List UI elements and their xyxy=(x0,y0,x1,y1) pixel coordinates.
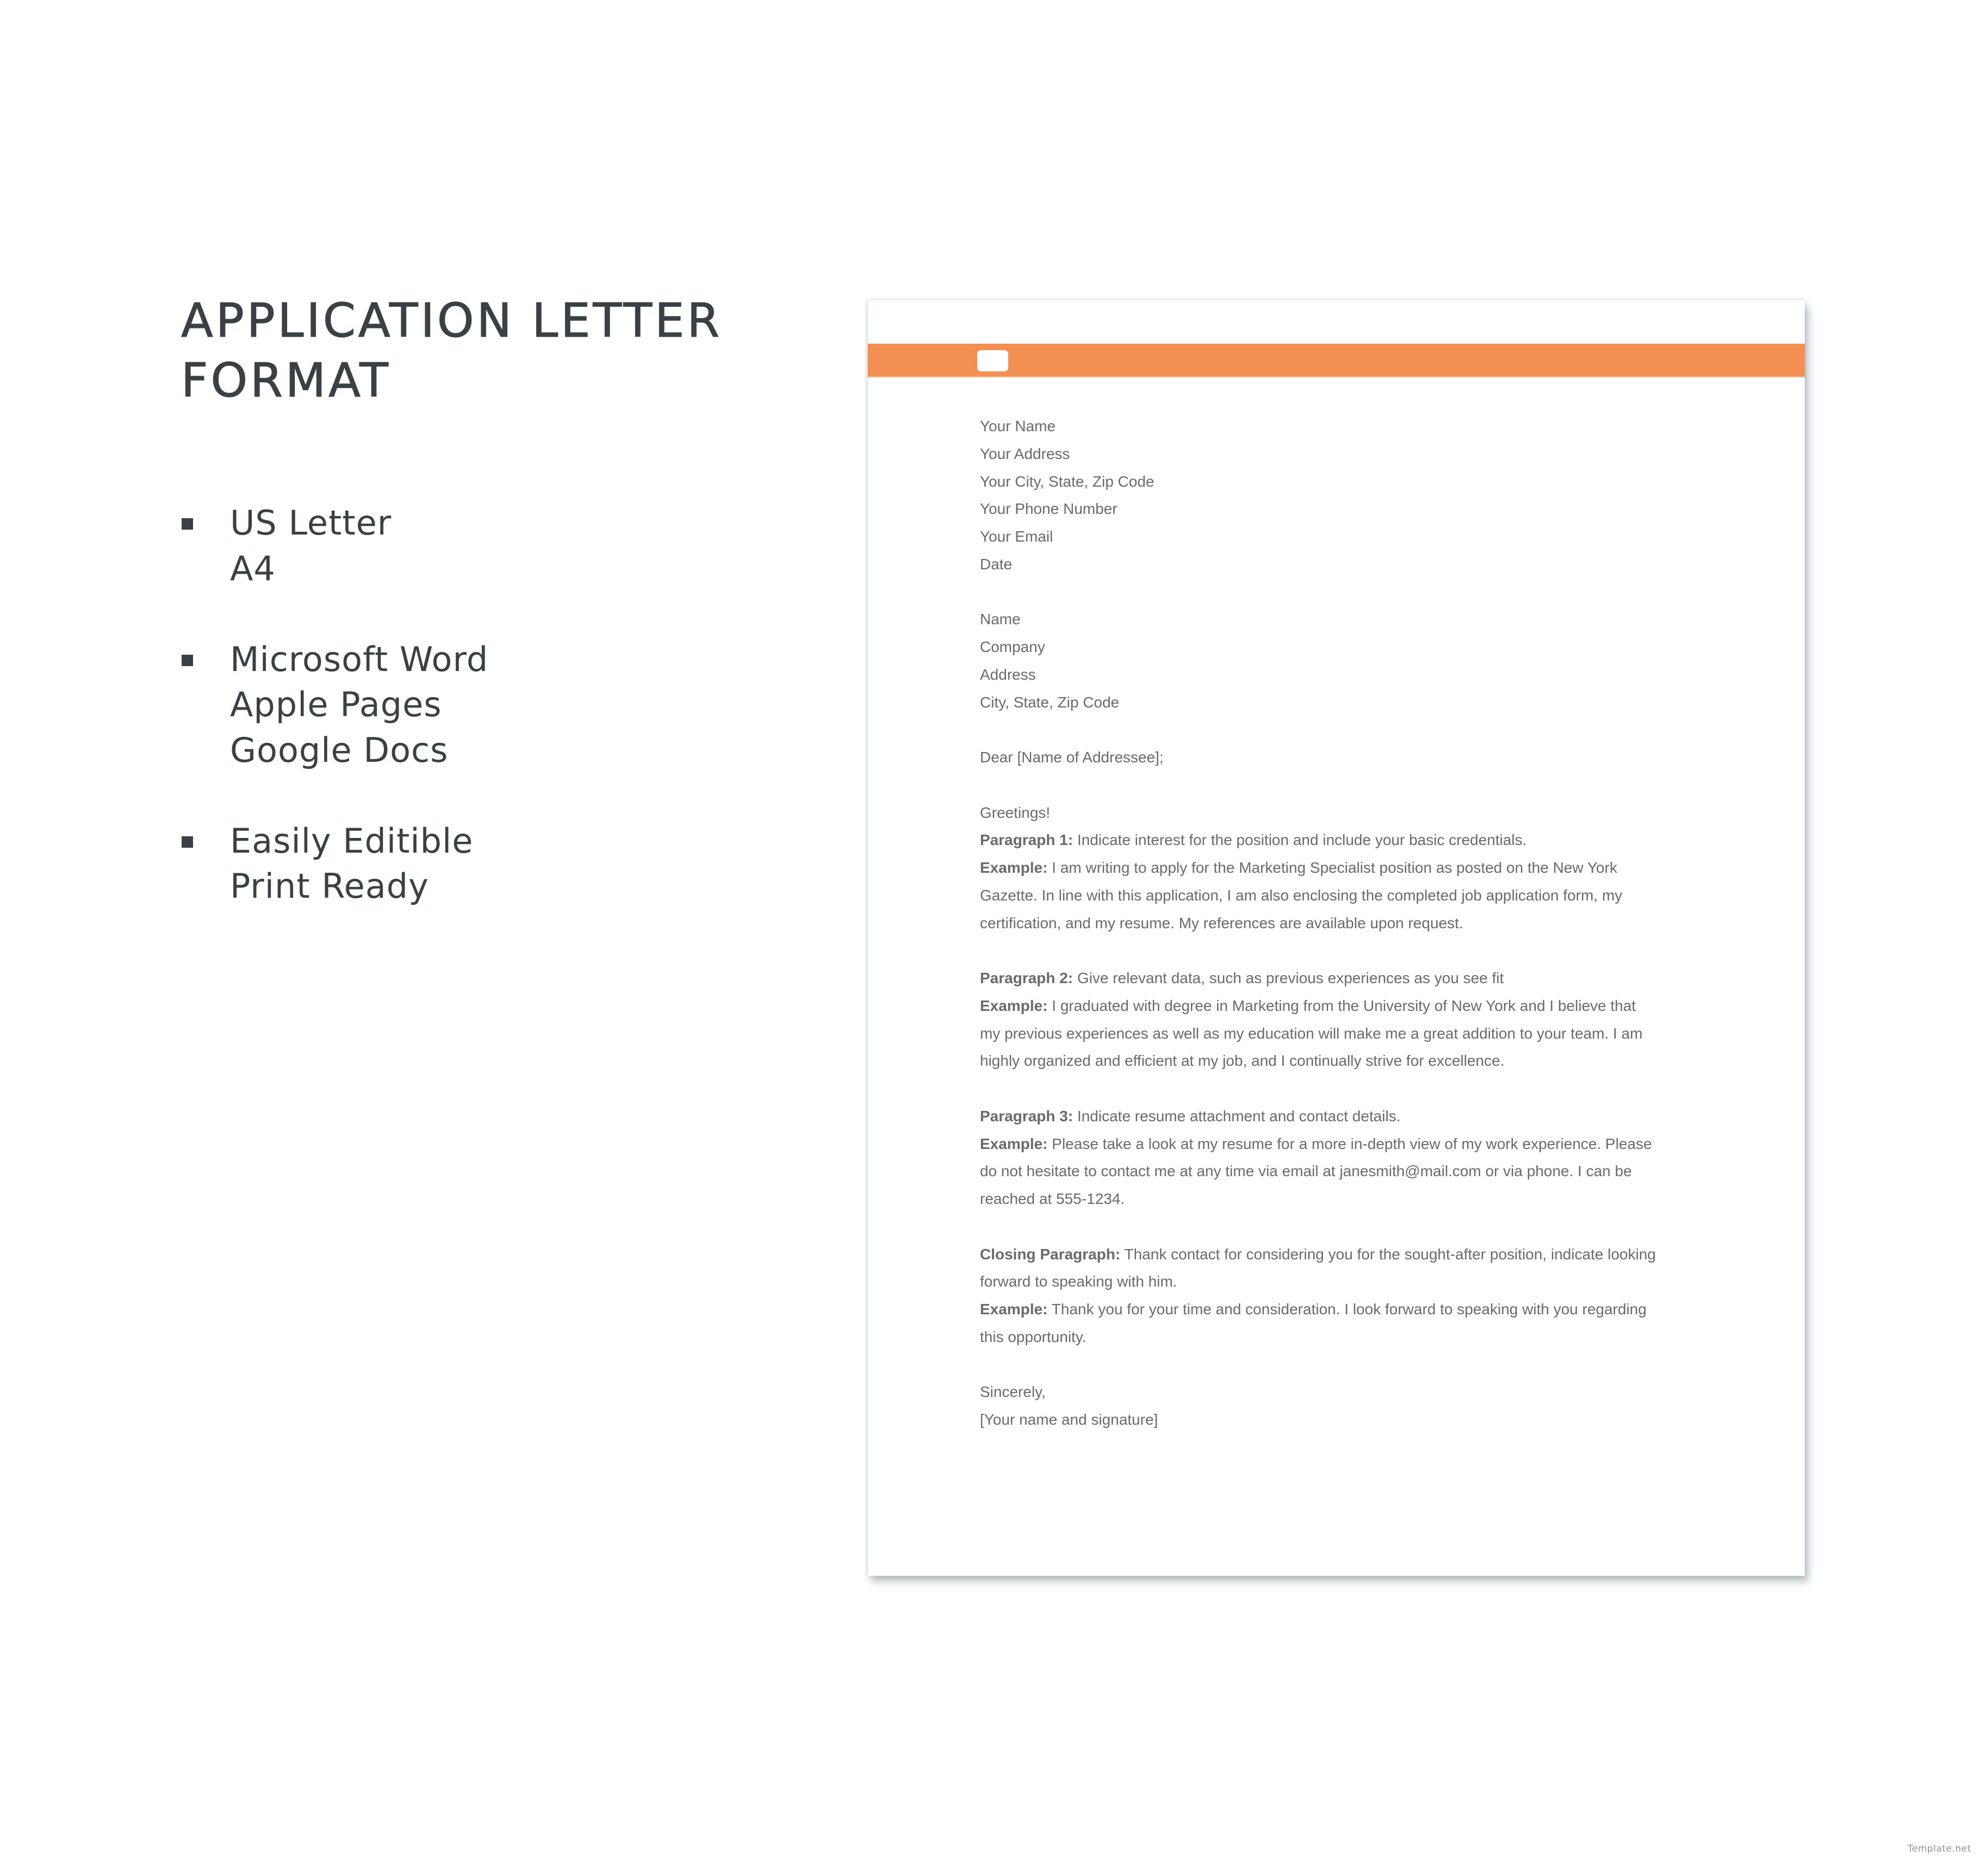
recipient-name: Name xyxy=(980,611,1021,628)
closing-paragraph-label: Closing Paragraph: xyxy=(980,1245,1121,1263)
closing-paragraph-example-cont: this opportunity. xyxy=(980,1328,1086,1345)
sender-city-state-zip: Your City, State, Zip Code xyxy=(980,473,1154,490)
feature-group-apps xyxy=(182,637,488,773)
closing-paragraph-instruction: Closing Paragraph: Thank contact for considering you for the sought-after position, indicate looking xyxy=(980,1245,1656,1263)
letter-body xyxy=(980,413,1703,1434)
spacer xyxy=(980,1075,1703,1103)
example-label: Example: xyxy=(980,859,1048,876)
feature-us-letter: US Letter xyxy=(230,503,392,543)
sign-off: Sincerely, xyxy=(980,1383,1046,1401)
paragraph-3-example: Example: Please take a look at my resume for a more in-depth view of my work experience. Please xyxy=(980,1135,1652,1152)
sender-email: Your Email xyxy=(980,528,1053,545)
feature-microsoft-word: Microsoft Word xyxy=(230,639,489,679)
spacer xyxy=(980,937,1703,965)
page-title xyxy=(181,291,722,411)
paragraph-1-label: Paragraph 1: xyxy=(980,831,1073,849)
paragraph-1-instruction: Paragraph 1: Indicate interest for the position and include your basic credentials. xyxy=(980,831,1527,849)
example-label: Example: xyxy=(980,1135,1048,1152)
closing-paragraph-example: Example: Thank you for your time and consideration. I look forward to speaking with you regarding xyxy=(980,1301,1647,1318)
feature-print-ready: Print Ready xyxy=(230,866,429,906)
square-bullet-icon xyxy=(182,655,193,666)
spacer xyxy=(980,579,1703,606)
page-title-line-1: APPLICATION LETTER xyxy=(181,294,723,348)
letter-preview-page xyxy=(868,300,1805,1576)
spacer xyxy=(980,1351,1703,1379)
paragraph-2-example-cont: highly organized and efficient at my job, and I continually strive for excellence. xyxy=(980,1052,1505,1070)
paragraph-2-instruction: Paragraph 2: Give relevant data, such as previous experiences as you see fit xyxy=(980,970,1504,986)
paragraph-1-example-cont: Gazette. In line with this application, I am also enclosing the completed job application form, my xyxy=(980,886,1623,904)
header-accent-band xyxy=(868,344,1805,377)
spacer xyxy=(980,1213,1703,1241)
square-bullet-icon xyxy=(182,518,193,530)
paragraph-3-label: Paragraph 3: xyxy=(980,1107,1073,1125)
watermark: Template.net xyxy=(1908,1843,1971,1854)
paragraph-2-example: Example: I graduated with degree in Marketing from the University of New York and I believe that xyxy=(980,997,1636,1014)
feature-google-docs: Google Docs xyxy=(230,730,449,770)
sender-name: Your Name xyxy=(980,418,1056,434)
paragraph-1-example: Example: I am writing to apply for the Marketing Specialist position as posted on the New York xyxy=(980,859,1617,876)
feature-a4: A4 xyxy=(230,548,276,588)
paragraph-3-instruction: Paragraph 3: Indicate resume attachment and contact details. xyxy=(980,1107,1401,1125)
closing-paragraph-instruction-cont: forward to speaking with him. xyxy=(980,1273,1177,1290)
page-title-line-2: FORMAT xyxy=(181,353,391,408)
feature-list xyxy=(182,500,488,909)
recipient-city-state-zip: City, State, Zip Code xyxy=(980,693,1120,711)
paragraph-1-example-cont: certification, and my resume. My references are available upon request. xyxy=(980,914,1463,931)
greeting: Greetings! xyxy=(980,804,1051,821)
feature-group-paper-sizes xyxy=(182,500,488,591)
example-label: Example: xyxy=(980,1301,1048,1318)
recipient-company: Company xyxy=(980,638,1045,655)
square-bullet-icon xyxy=(182,836,193,848)
signature-placeholder: [Your name and signature] xyxy=(980,1411,1158,1428)
recipient-address: Address xyxy=(980,666,1036,683)
spacer xyxy=(980,772,1703,799)
letter-date: Date xyxy=(980,555,1013,573)
spacer xyxy=(980,716,1703,744)
sender-address: Your Address xyxy=(980,445,1070,462)
paragraph-2-label: Paragraph 2: xyxy=(980,970,1073,986)
logo-placeholder-icon xyxy=(977,350,1008,371)
feature-apple-pages: Apple Pages xyxy=(230,685,442,724)
feature-group-qualities xyxy=(182,818,488,909)
feature-easily-editible: Easily Editible xyxy=(230,821,474,861)
sender-phone: Your Phone Number xyxy=(980,500,1117,518)
salutation: Dear [Name of Addressee]; xyxy=(980,749,1164,766)
example-label: Example: xyxy=(980,997,1048,1014)
paragraph-2-example-cont: my previous experiences as well as my education will make me a great addition to your team. I am xyxy=(980,1024,1643,1042)
paragraph-3-example-cont: reached at 555-1234. xyxy=(980,1190,1125,1207)
paragraph-3-example-cont: do not hesitate to contact me at any time via email at janesmith@mail.com or via phone. I can be xyxy=(980,1163,1632,1180)
